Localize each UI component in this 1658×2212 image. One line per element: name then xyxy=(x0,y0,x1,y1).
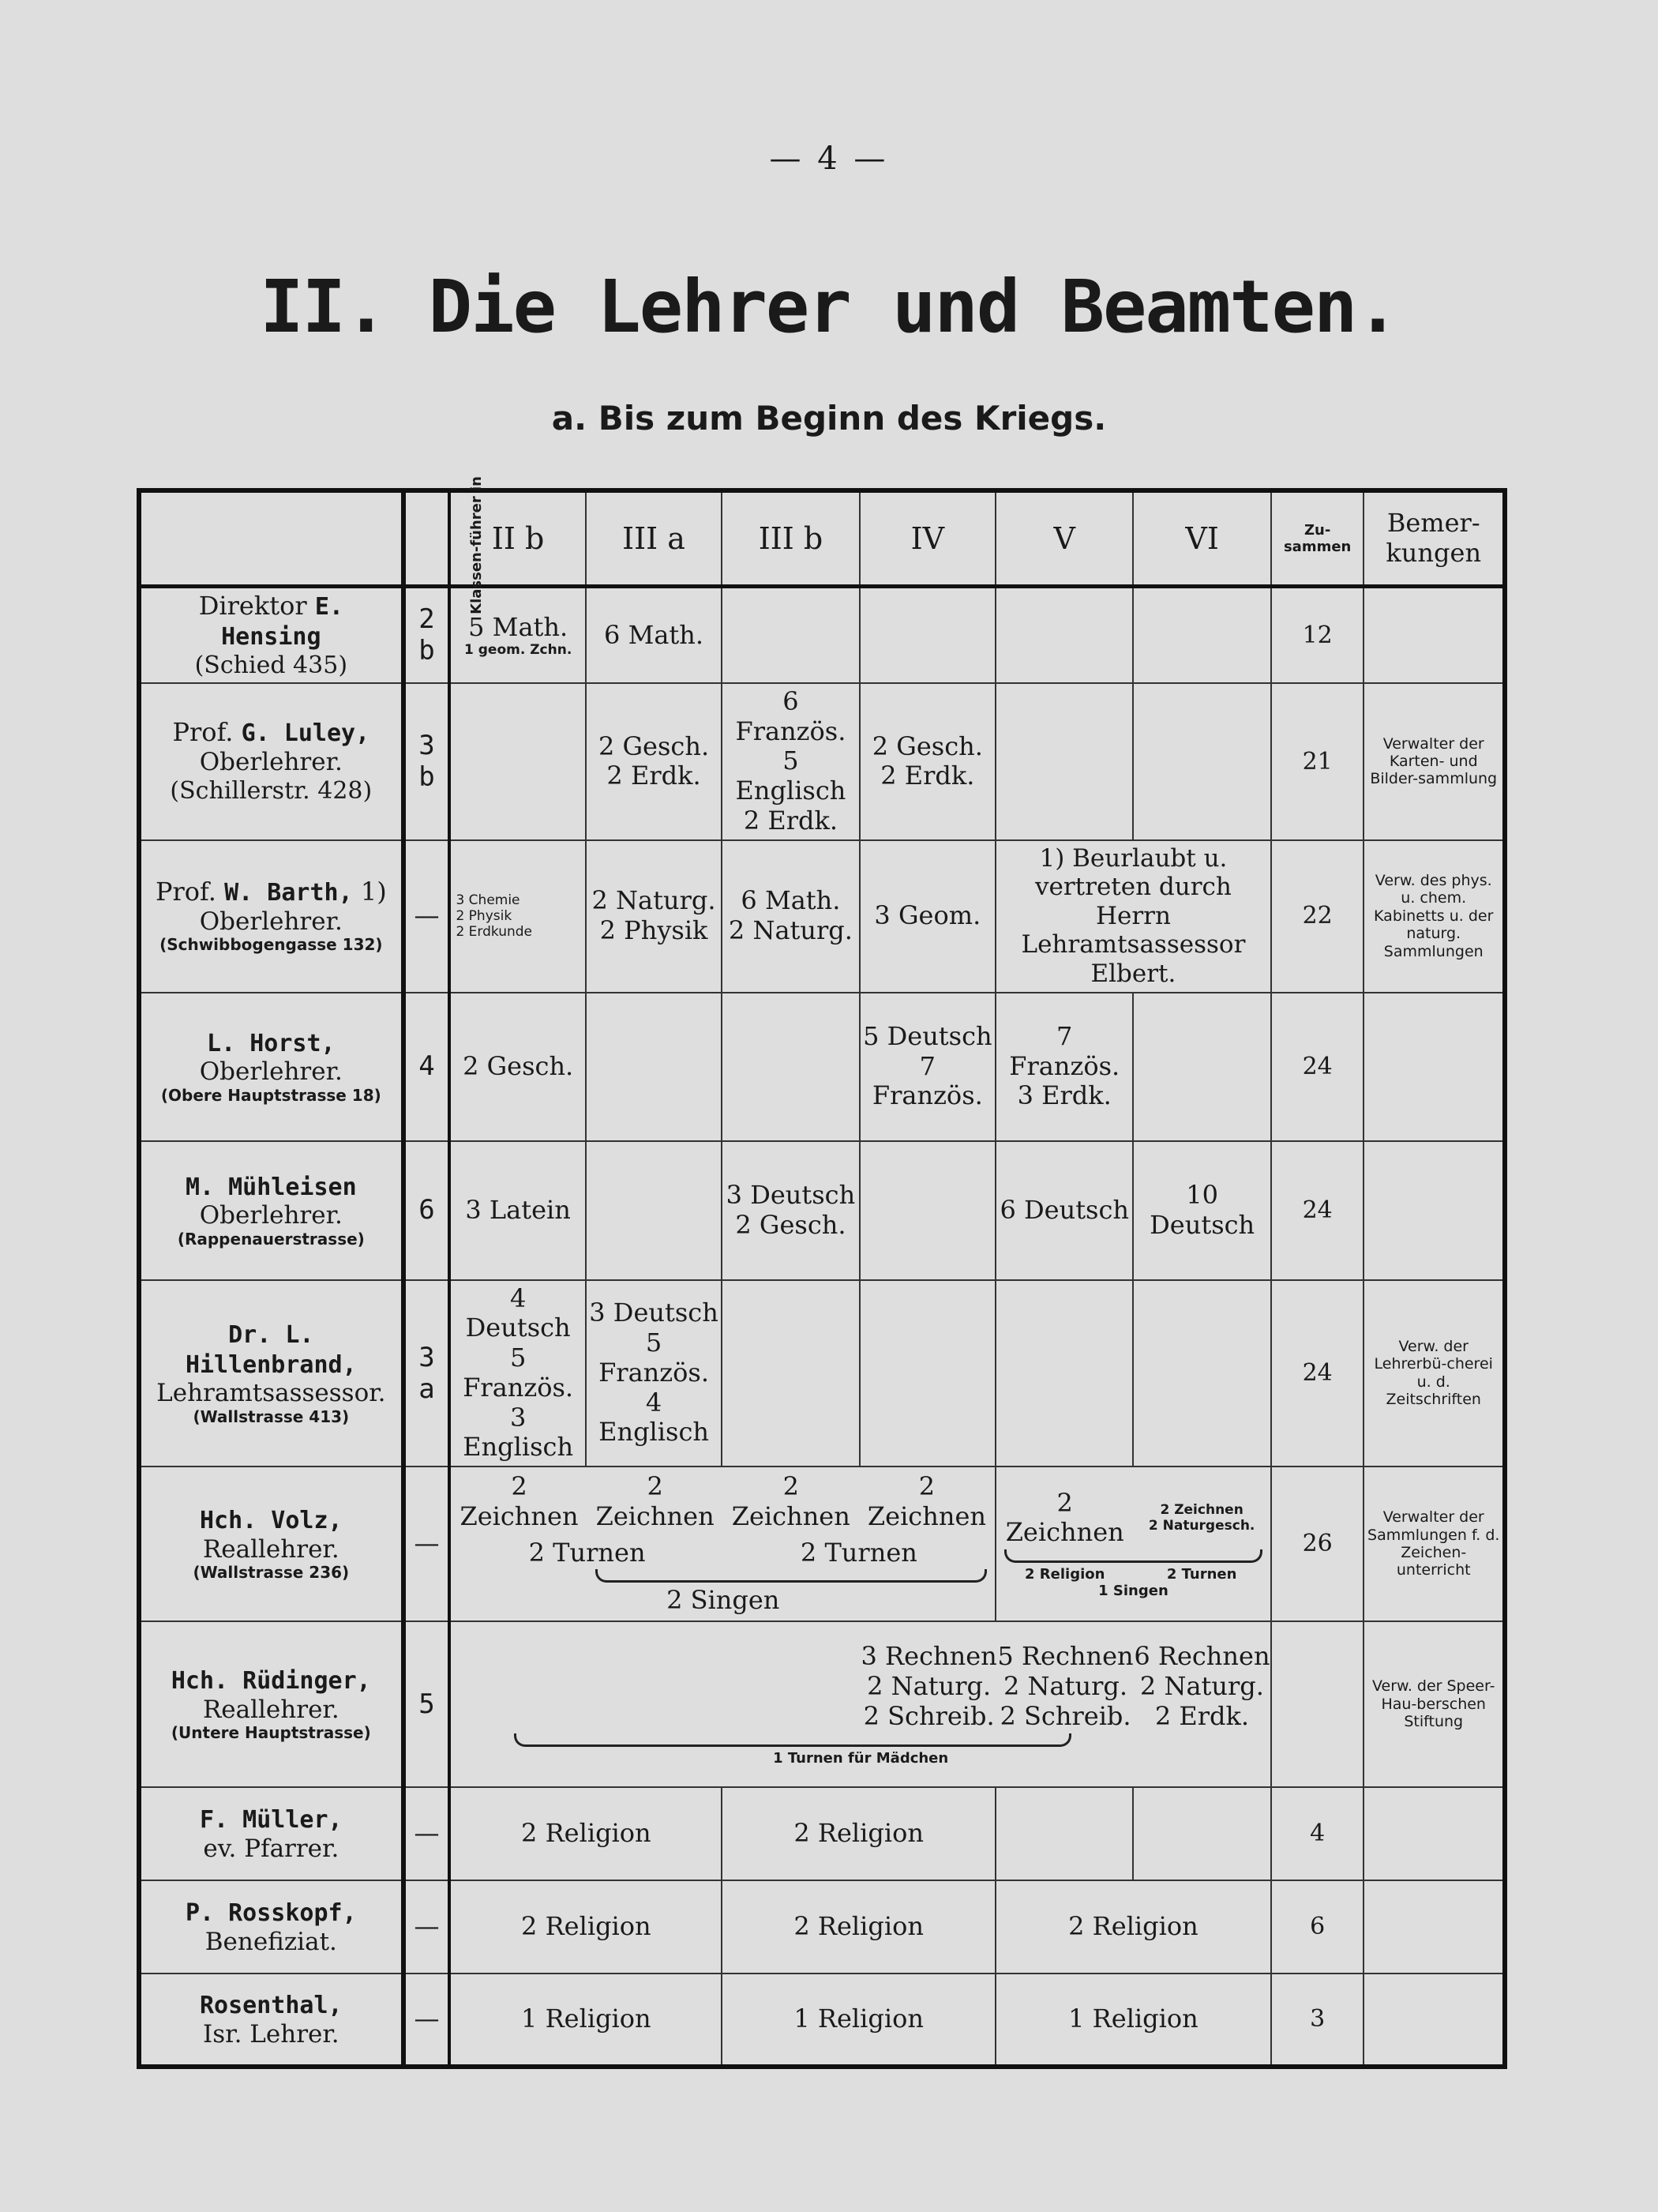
total-hours: 26 xyxy=(1271,1467,1364,1621)
subject-IIIb: 6 Französ. 5 Englisch 2 Erdk. xyxy=(722,683,859,840)
teacher-name: G. Luley, xyxy=(241,719,370,748)
subject-IIIa: 2 Naturg. 2 Physik xyxy=(586,840,722,993)
subject-VI: 6 Rechnen 2 Naturg. 2 Erdk. xyxy=(1134,1641,1270,1731)
subject-V xyxy=(996,1280,1133,1467)
subject-IIb xyxy=(449,683,585,840)
subject-IIIa xyxy=(587,1642,724,1731)
subject-VI xyxy=(1133,1280,1270,1467)
table-row xyxy=(139,1141,1505,1280)
total-hours: 6 xyxy=(1271,1880,1364,1974)
subject-IIIa: 3 Deutsch 5 Französ. 4 Englisch xyxy=(586,1280,722,1467)
total-hours: 3 xyxy=(1271,1974,1364,2067)
klassenfuehrer-value: — xyxy=(403,840,450,993)
teacher-cell xyxy=(139,1787,403,1880)
subject-IIb xyxy=(451,1642,587,1731)
teacher-role: Oberlehrer. xyxy=(199,907,343,936)
header-V: V xyxy=(996,490,1133,587)
total-hours: 24 xyxy=(1271,1280,1364,1467)
subject-IV: 2 Gesch. 2 Erdk. xyxy=(860,683,996,840)
subject-IIb: 4 Deutsch 5 Französ. 3 Englisch xyxy=(449,1280,585,1467)
ruedinger-block xyxy=(449,1621,1270,1787)
teacher-name: W. Barth, xyxy=(224,879,353,907)
brace-singen xyxy=(595,1569,987,1583)
teacher-name: Dr. L. Hillenbrand, xyxy=(185,1320,357,1379)
subject-VI: 2 Zeichnen 2 Naturgesch. xyxy=(1148,1502,1255,1534)
remarks: Verw. der Speer-Hau-berschen Stiftung xyxy=(1364,1621,1505,1787)
teacher-cell xyxy=(139,1621,403,1787)
remarks xyxy=(1364,1787,1505,1880)
teacher-address: (Schied 435) xyxy=(194,651,348,679)
subject-IIIb xyxy=(722,587,859,683)
teacher-cell xyxy=(139,993,403,1141)
religion-iiib-iv: 2 Religion xyxy=(722,1787,996,1880)
table-row xyxy=(139,840,1505,993)
subject-V: 6 Deutsch xyxy=(996,1141,1133,1280)
subject-IIIa: 2 Zeichnen xyxy=(595,1471,715,1531)
subject-IIb: 2 Zeichnen xyxy=(460,1471,579,1531)
subject-IIIa xyxy=(586,993,722,1141)
klassenfuehrer-value: — xyxy=(403,1467,450,1621)
subject-IV: 3 Geom. xyxy=(860,840,996,993)
subject-IV xyxy=(860,587,996,683)
subject-IIIb xyxy=(722,993,859,1141)
subject-IIIb: 2 Zeichnen xyxy=(731,1471,850,1531)
teacher-role: Reallehrer. xyxy=(202,1695,339,1724)
religion-iib-iiia: 1 Religion xyxy=(449,1974,722,2067)
table-row xyxy=(139,587,1505,683)
turnen-maedchen: 1 Turnen für Mädchen xyxy=(773,1749,949,1767)
teacher-name: Hch. Volz, xyxy=(200,1507,343,1535)
teacher-role: Oberlehrer. xyxy=(199,1057,343,1087)
klassenfuehrer-value: — xyxy=(403,1787,450,1880)
table-row xyxy=(139,993,1505,1141)
teacher-role: Oberlehrer. xyxy=(199,1201,343,1230)
subject-V: 2 Zeichnen xyxy=(1005,1487,1124,1548)
teacher-role: Isr. Lehrer. xyxy=(203,2019,339,2049)
religion-iiib-iv: 2 Religion xyxy=(722,1880,996,1974)
total-hours: 24 xyxy=(1271,993,1364,1141)
religion-iiib-iv: 1 Religion xyxy=(722,1974,996,2067)
religion-v: 2 Religion xyxy=(1025,1566,1105,1583)
header-IV: IV xyxy=(860,490,996,587)
total-hours: 12 xyxy=(1271,587,1364,683)
subject-IIIb xyxy=(724,1642,861,1731)
teacher-role: ev. Pfarrer. xyxy=(203,1834,339,1863)
klassenfuehrer-value: 2 b xyxy=(403,587,450,683)
teacher-address: (Rappenauerstrasse) xyxy=(177,1229,365,1249)
footnote-leave: 1) Beurlaubt u. vertreten durch Herrn Lehramtsassessor Elbert. xyxy=(996,840,1271,993)
teacher-cell xyxy=(139,1280,403,1467)
teacher-name: Hch. Rüdinger, xyxy=(171,1667,371,1696)
header-row xyxy=(139,490,1505,587)
header-IIIb: III b xyxy=(722,490,859,587)
header-IIb: II b xyxy=(449,490,585,587)
teacher-cell xyxy=(139,1467,403,1621)
subject-VI xyxy=(1133,683,1270,840)
table-row xyxy=(139,683,1505,840)
klassenfuehrer-value: — xyxy=(403,1974,450,2067)
subject-V xyxy=(996,683,1133,840)
teacher-name: L. Horst, xyxy=(207,1029,336,1057)
singen-v-vi: 1 Singen xyxy=(1098,1583,1168,1600)
teacher-name: Rosenthal, xyxy=(200,1991,343,2019)
header-IIIa: III a xyxy=(586,490,722,587)
subject-IV: 3 Rechnen 2 Naturg. 2 Schreib. xyxy=(861,1641,997,1731)
remarks: Verwalter der Karten- und Bilder-sammlung xyxy=(1364,683,1505,840)
subject-VI xyxy=(1133,993,1270,1141)
table-row xyxy=(139,1787,1505,1880)
total-hours: 24 xyxy=(1271,1141,1364,1280)
remarks: Verwalter der Sammlungen f. d. Zeichen-unterricht xyxy=(1364,1467,1505,1621)
remarks: Verw. der Lehrerbü-cherei u. d. Zeitschriften xyxy=(1364,1280,1505,1467)
subject-IIIa: 2 Gesch. 2 Erdk. xyxy=(586,683,722,840)
total-hours: 4 xyxy=(1271,1787,1364,1880)
footnote-marker: 1) xyxy=(360,877,387,907)
teacher-role: Lehramtsassessor. xyxy=(156,1379,386,1408)
subject-IIb: 3 Latein xyxy=(449,1141,585,1280)
table-row xyxy=(139,1974,1505,2067)
teacher-cell xyxy=(139,1974,403,2067)
subject-IIb: 2 Gesch. xyxy=(449,993,585,1141)
header-name xyxy=(139,490,403,587)
teacher-address: (Obere Hauptstrasse 18) xyxy=(160,1085,381,1105)
teacher-cell xyxy=(139,1141,403,1280)
teacher-prefix: Prof. xyxy=(172,717,234,748)
religion-v-vi: 1 Religion xyxy=(996,1974,1271,2067)
religion-iib-iiia: 2 Religion xyxy=(449,1880,722,1974)
klassenfuehrer-value: 6 xyxy=(403,1141,450,1280)
singen-iiia-iv: 2 Singen xyxy=(666,1585,780,1616)
subject-IV xyxy=(860,1280,996,1467)
turnen-iiib-iv: 2 Turnen xyxy=(800,1537,917,1568)
subject-IIIb: 6 Math. 2 Naturg. xyxy=(722,840,859,993)
teacher-name: P. Rosskopf, xyxy=(185,1898,357,1927)
subject-IIb-sub: 1 geom. Zchn. xyxy=(464,642,572,659)
turnen-vi: 2 Turnen xyxy=(1166,1566,1237,1583)
teacher-address: (Schwibbogengasse 132) xyxy=(159,935,383,955)
subject-V xyxy=(996,587,1133,683)
teacher-prefix: Direktor xyxy=(198,591,307,621)
header-bemerkungen: Bemer-kungen xyxy=(1364,490,1505,587)
table-row xyxy=(139,1280,1505,1467)
subject-VI xyxy=(1133,1787,1270,1880)
teacher-address: (Untere Hauptstrasse) xyxy=(171,1723,371,1743)
brace-v-vi xyxy=(1004,1549,1262,1563)
header-klassenfuehrer-label: Klassen-führer in xyxy=(467,475,485,614)
religion-v-vi: 2 Religion xyxy=(996,1880,1271,1974)
brace-turnen-maedchen xyxy=(514,1733,1071,1747)
table-row xyxy=(139,1467,1505,1621)
teacher-address: (Wallstrasse 236) xyxy=(193,1563,350,1583)
remarks xyxy=(1364,587,1505,683)
remarks xyxy=(1364,993,1505,1141)
subject-IIIa xyxy=(586,1141,722,1280)
subject-IIIb xyxy=(722,1280,859,1467)
subject-IV: 2 Zeichnen xyxy=(867,1471,986,1531)
subject-VI xyxy=(1133,587,1270,683)
remarks xyxy=(1364,1974,1505,2067)
teacher-name: F. Müller, xyxy=(200,1805,343,1834)
header-klassenfuehrer xyxy=(403,475,485,614)
klassenfuehrer-value: 3 b xyxy=(403,683,450,840)
subject-V xyxy=(996,1787,1133,1880)
klassenfuehrer-value: — xyxy=(403,1880,450,1974)
klassenfuehrer-value: 4 xyxy=(403,993,450,1141)
subject-IV xyxy=(860,1141,996,1280)
teacher-name: E. Hensing xyxy=(221,593,343,651)
subject-V: 7 Französ. 3 Erdk. xyxy=(996,993,1133,1141)
header-VI: VI xyxy=(1133,490,1270,587)
volz-iib-iv-block xyxy=(449,1467,996,1621)
teacher-address: (Wallstrasse 413) xyxy=(193,1407,350,1427)
page-number: — 4 — xyxy=(769,141,889,177)
subject-IIb: 3 Chemie 2 Physik 2 Erdkunde xyxy=(449,840,585,993)
table-row xyxy=(139,1880,1505,1974)
total-hours xyxy=(1271,1621,1364,1787)
subject-IIb-main: 5 Math. xyxy=(468,611,568,642)
volz-v-vi-block xyxy=(996,1467,1271,1621)
teacher-cell xyxy=(139,683,403,840)
teacher-role: Benefiziat. xyxy=(204,1927,337,1956)
page-title: II. Die Lehrer und Beamten. xyxy=(260,265,1398,349)
total-hours: 22 xyxy=(1271,840,1364,993)
subject-IIIa: 6 Math. xyxy=(586,587,722,683)
staff-table xyxy=(137,475,1507,2069)
remarks xyxy=(1364,1141,1505,1280)
klassenfuehrer-value: 3 a xyxy=(403,1280,450,1467)
subject-IV: 5 Deutsch 7 Französ. xyxy=(860,993,996,1141)
teacher-address: (Schillerstr. 428) xyxy=(170,776,373,805)
teacher-cell xyxy=(139,1880,403,1974)
teacher-role: Reallehrer. xyxy=(202,1534,339,1564)
klassenfuehrer-value: 5 xyxy=(403,1621,450,1787)
remarks: Verw. des phys. u. chem. Kabinetts u. der naturg. Sammlungen xyxy=(1364,840,1505,993)
table-row xyxy=(139,1621,1505,1787)
teacher-cell xyxy=(139,840,403,993)
header-zusammen: Zu-sammen xyxy=(1271,490,1364,587)
teacher-cell xyxy=(139,587,403,683)
teacher-prefix: Prof. xyxy=(155,877,216,907)
religion-iib-iiia: 2 Religion xyxy=(449,1787,722,1880)
turnen-iib-iiia: 2 Turnen xyxy=(528,1537,646,1568)
total-hours: 21 xyxy=(1271,683,1364,840)
page-subtitle: a. Bis zum Beginn des Kriegs. xyxy=(551,399,1107,438)
teacher-name: M. Mühleisen xyxy=(185,1173,357,1201)
remarks xyxy=(1364,1880,1505,1974)
subject-VI: 10 Deutsch xyxy=(1133,1141,1270,1280)
teacher-role: Oberlehrer. xyxy=(199,748,343,777)
subject-IIIb: 3 Deutsch 2 Gesch. xyxy=(722,1141,859,1280)
subject-V: 5 Rechnen 2 Naturg. 2 Schreib. xyxy=(997,1641,1134,1731)
